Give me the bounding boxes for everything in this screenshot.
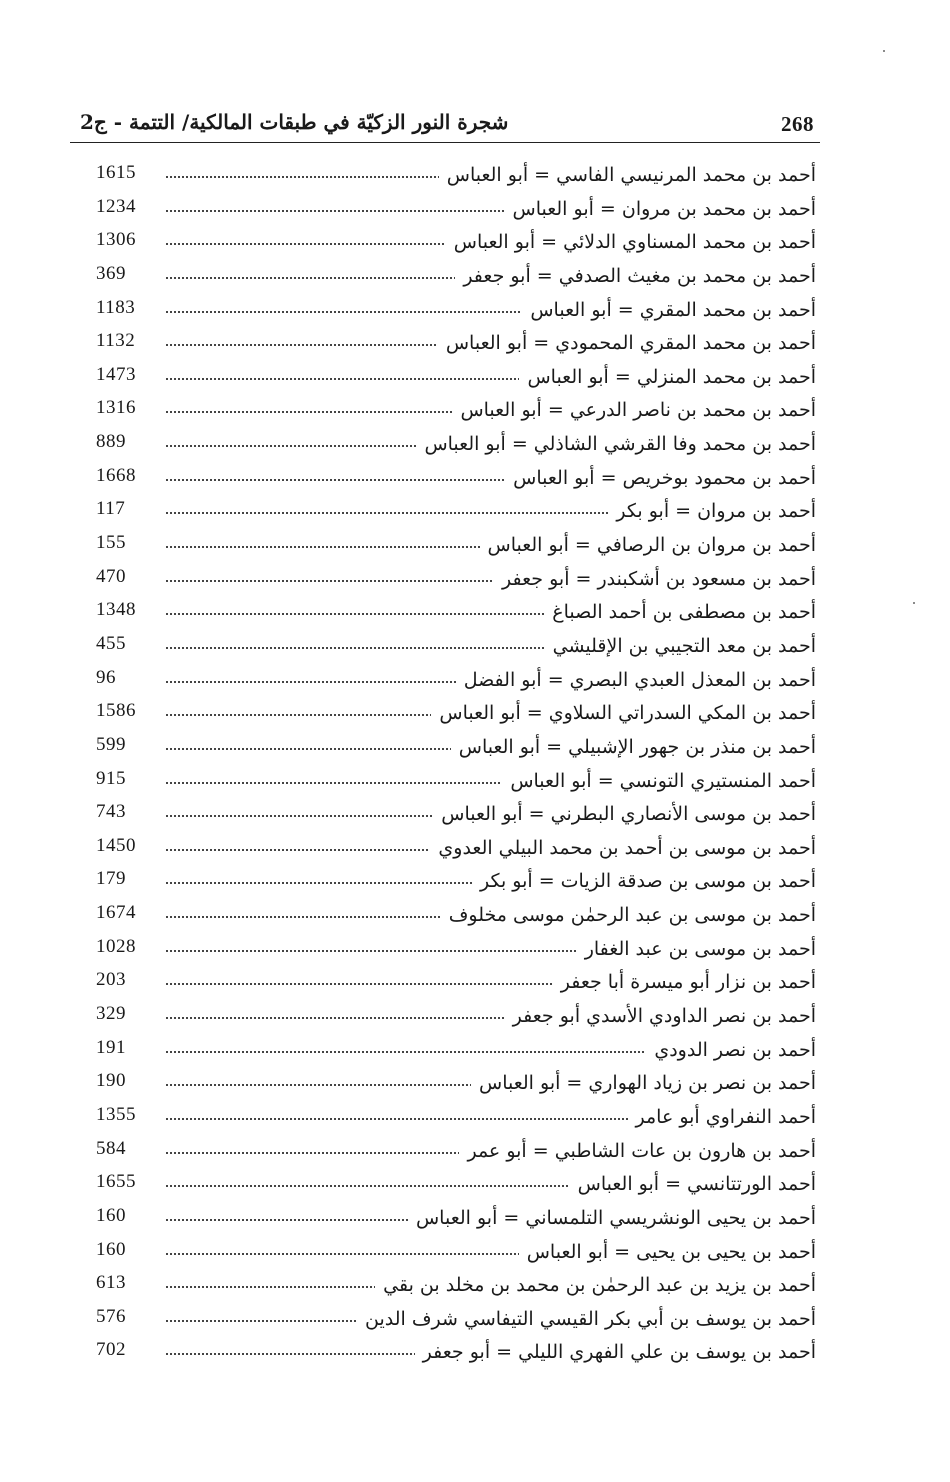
index-entry: [96, 1035, 816, 1069]
index-entry: [96, 866, 816, 900]
entry-name: أحمد بن هارون بن عات الشاطبي = أبو عمر: [459, 1140, 816, 1162]
entry-name: أحمد بن نصر الداودي الأسدي أبو جعفر: [505, 1005, 816, 1027]
index-entry: [96, 160, 816, 194]
entry-name: أحمد بن محمد بن مغيث الصدفي = أبو جعفر: [455, 265, 816, 287]
entry-page-number: 1668: [96, 464, 136, 486]
index-entry: [96, 900, 816, 934]
entry-page-number: 1132: [96, 330, 136, 352]
entry-name: أحمد بن المكي السدراتي السلاوي = أبو العباس: [431, 702, 816, 724]
index-entry: [96, 1136, 816, 1170]
entry-name: أحمد بن يوسف بن أبي بكر القيسي التيفاسي شرف الدين: [357, 1308, 816, 1330]
entry-page-number: 179: [96, 868, 126, 890]
entry-page-number: 702: [96, 1339, 126, 1361]
index-entry: [96, 194, 816, 228]
entry-page-number: 1674: [96, 902, 136, 924]
entry-name: أحمد بن نصر الدودي: [646, 1039, 816, 1061]
entry-name: أحمد بن موسى بن صدقة الزيات = أبو بكر: [472, 870, 816, 892]
scan-speck: [913, 602, 915, 604]
entry-name: أحمد بن معد التجيبي بن الإقليشي: [545, 635, 816, 657]
entry-page-number: 1183: [96, 296, 136, 318]
index-entry: [96, 934, 816, 968]
entry-page-number: 1348: [96, 599, 136, 621]
index-entry: [96, 227, 816, 261]
index-entry: [96, 1169, 816, 1203]
entry-page-number: 889: [96, 431, 126, 453]
entry-name: أحمد بن موسى الأنصاري البطرني = أبو العباس: [433, 803, 816, 825]
index-entry: [96, 1337, 816, 1371]
index-entry: [96, 496, 816, 530]
entry-page-number: 1655: [96, 1171, 136, 1193]
index-entry: [96, 530, 816, 564]
page-number: 268: [781, 112, 814, 136]
entry-page-number: 1234: [96, 195, 136, 217]
entry-name: أحمد بن يوسف بن علي الفهري الليلي = أبو جعفر: [415, 1341, 816, 1363]
entry-page-number: 613: [96, 1272, 126, 1294]
entry-name: أحمد بن يحيى بن يحيى = أبو العباس: [519, 1241, 816, 1263]
entry-page-number: 1306: [96, 229, 136, 251]
entry-name: أحمد النفراوي أبو عامر: [628, 1106, 817, 1128]
entry-name: أحمد بن محمد بن ناصر الدرعي = أبو العباس: [452, 399, 816, 421]
entry-page-number: 915: [96, 767, 126, 789]
index-entry: [96, 631, 816, 665]
entry-page-number: 190: [96, 1070, 126, 1092]
index-entry: [96, 766, 816, 800]
entry-name: أحمد الورتتانسي = أبو العباس: [570, 1173, 816, 1195]
entry-name: أحمد المنستيري التونسي = أبو العباس: [502, 770, 816, 792]
index-entry: [96, 597, 816, 631]
index-entry: [96, 1102, 816, 1136]
index-entry: [96, 1304, 816, 1338]
index-entry: [96, 799, 816, 833]
entry-name: أحمد بن موسى بن عبد الغفار: [577, 938, 816, 960]
entry-page-number: 584: [96, 1137, 126, 1159]
entry-page-number: 455: [96, 632, 126, 654]
index-entry: [96, 295, 816, 329]
index-entry: [96, 328, 816, 362]
entry-name: أحمد بن مسعود بن أشكبندر = أبو جعفر: [494, 568, 816, 590]
entry-name: أحمد بن موسى بن عبد الرحمٰن موسى مخلوف: [441, 904, 816, 926]
entry-name: أحمد بن موسى بن أحمد بن محمد البيلي العدوي: [430, 837, 816, 859]
entry-page-number: 743: [96, 801, 126, 823]
index-entry: [96, 1001, 816, 1035]
running-title: شجرة النور الزكيّة في طبقات المالكية/ التتمة - ج2: [80, 110, 509, 134]
page-header: [70, 106, 820, 143]
entry-name: أحمد بن مروان = أبو بكر: [608, 500, 816, 522]
entry-name: أحمد بن محمود بوخريص = أبو العباس: [505, 467, 816, 489]
name-index-list: [96, 160, 816, 1371]
entry-name: أحمد بن محمد المقري = أبو العباس: [522, 299, 816, 321]
entry-page-number: 191: [96, 1036, 126, 1058]
index-entry: [96, 1068, 816, 1102]
entry-page-number: 1355: [96, 1103, 136, 1125]
entry-page-number: 96: [96, 666, 116, 688]
index-entry: [96, 1203, 816, 1237]
index-entry: [96, 564, 816, 598]
entry-page-number: 1028: [96, 935, 136, 957]
entry-page-number: 1316: [96, 397, 136, 419]
index-entry: [96, 261, 816, 295]
index-entry: [96, 1237, 816, 1271]
entry-page-number: 369: [96, 262, 126, 284]
entry-name: أحمد بن محمد المنزلي = أبو العباس: [519, 366, 816, 388]
entry-page-number: 1473: [96, 363, 136, 385]
scan-speck: [883, 50, 885, 52]
entry-name: أحمد بن منذر بن جهور الإشبيلي = أبو العباس: [451, 736, 816, 758]
entry-page-number: 1586: [96, 700, 136, 722]
entry-page-number: 576: [96, 1305, 126, 1327]
entry-page-number: 117: [96, 498, 126, 520]
entry-name: أحمد بن نزار أبو ميسرة أبا جعفر: [553, 971, 816, 993]
entry-name: أحمد بن المعذل العبدي البصري = أبو الفضل: [456, 669, 816, 691]
entry-page-number: 1615: [96, 162, 136, 183]
entry-page-number: 203: [96, 969, 126, 991]
entry-name: أحمد بن محمد المسناوي الدلائي = أبو العباس: [446, 231, 816, 253]
index-entry: [96, 362, 816, 396]
entry-page-number: 160: [96, 1238, 126, 1260]
index-entry: [96, 967, 816, 1001]
index-entry: [96, 833, 816, 867]
entry-name: أحمد بن محمد المرنيسي الفاسي = أبو العباس: [439, 164, 816, 186]
entry-name: أحمد بن محمد وفا القرشي الشاذلي = أبو العباس: [416, 433, 816, 455]
index-entry: [96, 1270, 816, 1304]
entry-page-number: 160: [96, 1204, 126, 1226]
index-entry: [96, 463, 816, 497]
entry-name: أحمد بن مصطفى بن أحمد الصباغ: [544, 601, 816, 623]
entry-name: أحمد بن مروان بن الرصافي = أبو العباس: [480, 534, 816, 556]
index-entry: [96, 732, 816, 766]
entry-name: أحمد بن يحيى الونشريسي التلمساني = أبو العباس: [408, 1207, 816, 1229]
entry-page-number: 155: [96, 532, 126, 554]
index-entry: [96, 665, 816, 699]
entry-name: أحمد بن محمد المقري المحمودي = أبو العباس: [438, 332, 816, 354]
entry-page-number: 329: [96, 1003, 126, 1025]
index-entry: [96, 429, 816, 463]
index-entry: [96, 698, 816, 732]
entry-page-number: 599: [96, 733, 126, 755]
entry-name: أحمد بن نصر بن زياد الهواري = أبو العباس: [471, 1072, 816, 1094]
index-entry: [96, 395, 816, 429]
entry-name: أحمد بن يزيد بن عبد الرحمٰن بن محمد بن مخلد بن بقي: [375, 1274, 816, 1296]
entry-page-number: 1450: [96, 834, 136, 856]
entry-name: أحمد بن محمد بن مروان = أبو العباس: [505, 198, 816, 220]
entry-page-number: 470: [96, 565, 126, 587]
